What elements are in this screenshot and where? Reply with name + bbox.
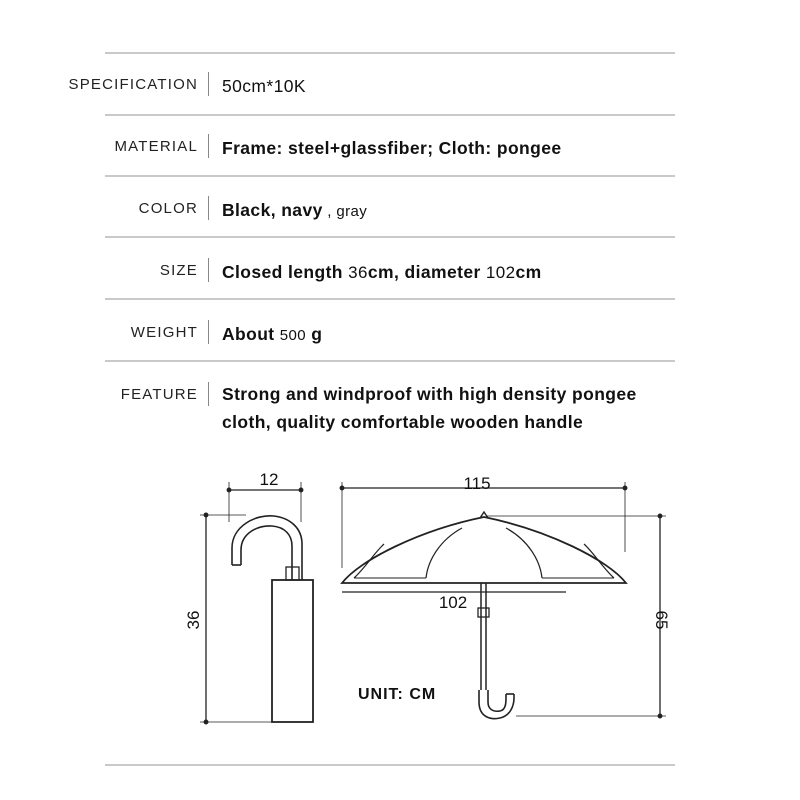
umbrella-dimension-diagram — [0, 440, 800, 760]
closed-length-label: 36 — [184, 610, 203, 630]
dimension-dot — [204, 513, 208, 517]
spec-row-material — [0, 138, 800, 178]
spec-label: SPECIFICATION — [68, 76, 198, 93]
spec-value — [222, 324, 322, 345]
weight-unit: g — [306, 324, 323, 344]
canopy-diameter-label: 102 — [438, 593, 468, 612]
open-height-label: 65 — [652, 610, 671, 630]
size-closed-length: 36 — [348, 263, 368, 282]
spec-row-specification — [0, 76, 800, 116]
spec-value: Strong and windproof with high density pongee cloth, quality comfortable wooden handle — [222, 384, 637, 432]
closed-handle-inner — [241, 526, 292, 580]
spec-label: COLOR — [138, 200, 198, 217]
size-text-e: cm — [515, 262, 542, 282]
spec-label: WEIGHT — [130, 324, 198, 341]
closed-umbrella-body — [272, 580, 313, 722]
dimension-dot — [340, 486, 344, 490]
spec-value — [222, 200, 367, 221]
open-handle-inner — [488, 690, 506, 711]
canopy-rib — [584, 544, 614, 578]
canopy-rib — [506, 528, 542, 578]
runner — [478, 608, 489, 617]
divider-rule — [105, 52, 675, 54]
spec-label: FEATURE — [120, 386, 198, 403]
spec-label: MATERIAL — [114, 138, 198, 155]
divider-rule — [105, 764, 675, 766]
color-values-extra: , gray — [322, 203, 368, 220]
canopy-outline — [342, 517, 626, 583]
canopy-rib — [426, 528, 462, 578]
spec-divider — [208, 320, 209, 344]
spec-row-weight — [0, 324, 800, 364]
color-values: Black, navy — [222, 200, 323, 220]
spec-divider — [208, 72, 209, 96]
dimension-dot — [658, 714, 662, 718]
dimension-dot — [227, 488, 231, 492]
spec-divider — [208, 258, 209, 282]
weight-number: 500 — [279, 327, 307, 344]
spec-divider — [208, 196, 209, 220]
size-text-a: Closed length — [222, 262, 349, 282]
spec-row-color — [0, 200, 800, 240]
handle-width-label: 12 — [259, 470, 279, 489]
spec-row-size — [0, 262, 800, 302]
spec-value — [222, 262, 542, 283]
dimension-dot — [658, 514, 662, 518]
dimension-dot — [204, 720, 208, 724]
weight-text-a: About — [222, 324, 280, 344]
size-diameter: 102 — [485, 263, 516, 282]
spec-divider — [208, 382, 209, 406]
size-text-c: cm, diameter — [367, 262, 486, 282]
dimension-dot — [299, 488, 303, 492]
spec-divider — [208, 134, 209, 158]
dimension-dot — [623, 486, 627, 490]
spec-value: Frame: steel+glassfiber; Cloth: pongee — [222, 138, 562, 158]
canopy-rib — [354, 544, 384, 578]
unit-label: UNIT: CM — [358, 686, 437, 703]
open-width-label: 115 — [463, 474, 491, 493]
spec-row-feature — [0, 386, 800, 446]
spec-label: SIZE — [159, 262, 198, 279]
spec-value: 50cm*10K — [222, 76, 306, 96]
